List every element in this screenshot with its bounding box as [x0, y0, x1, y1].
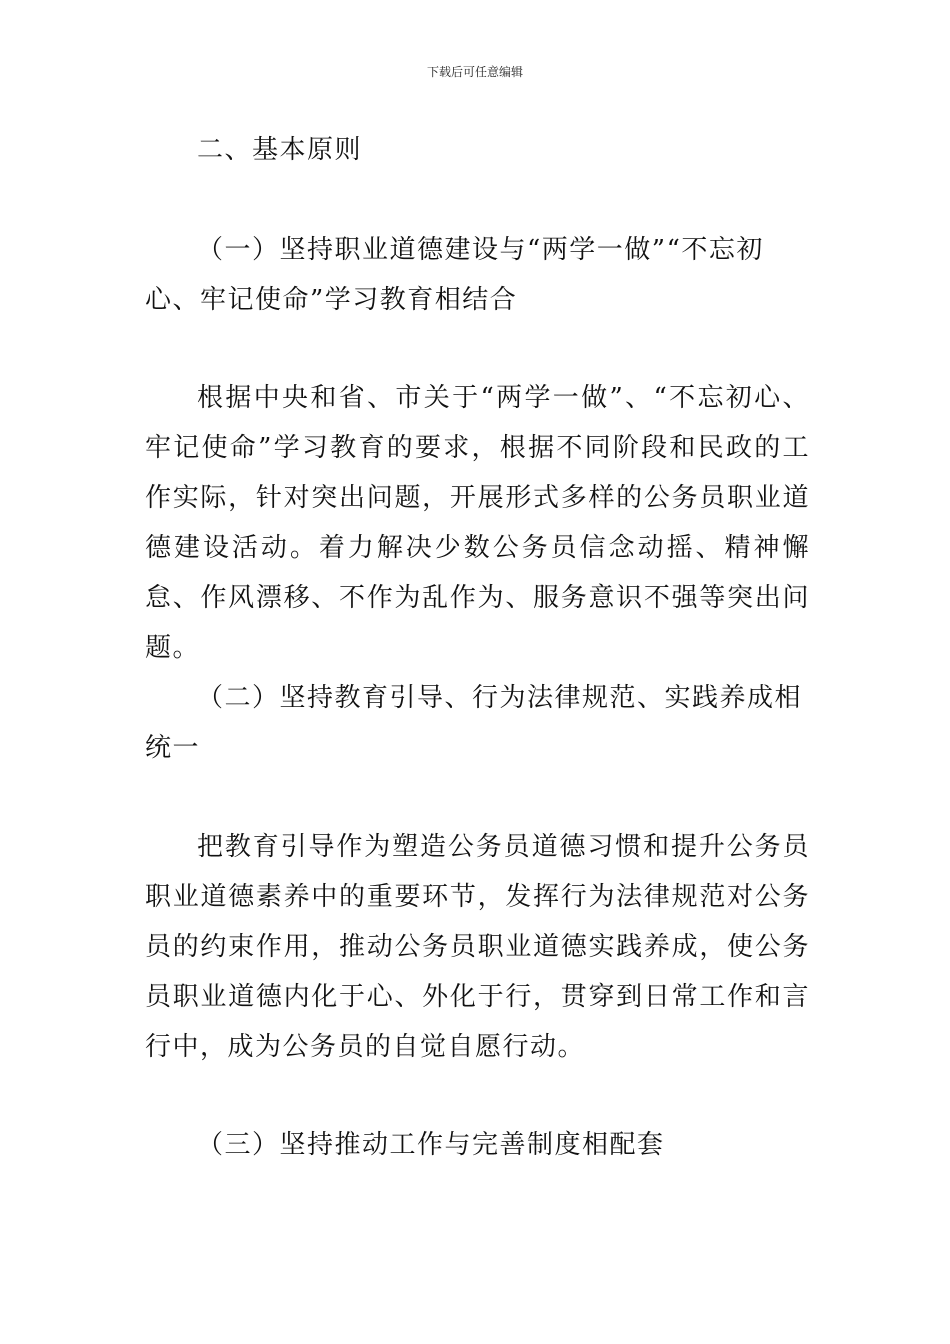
- subsection-heading-1: （一）坚持职业道德建设与“两学一做”“不忘初心、牢记使命”学习教育相结合: [145, 235, 764, 315]
- header-note: 下载后可任意编辑: [426, 65, 523, 79]
- section-heading-basic-principles: 二、基本原则: [197, 135, 363, 165]
- paragraph-1: 根据中央和省、市关于“两学一做”、“不忘初心、牢记使命”学习教育的要求，根据不同阶段和民政的工作实际，针对突出问题，开展形式多样的公务员职业道德建设活动。着力解决少数公务员信念动摇、精神懈怠、作风漂移、不作为乱作为、服务意识不强等突出问题。: [145, 383, 810, 663]
- subsection-heading-3: （三）坚持推动工作与完善制度相配套: [197, 1130, 665, 1160]
- paragraph-2: 把教育引导作为塑造公务员道德习惯和提升公务员职业道德素养中的重要环节，发挥行为法律规范对公务员的约束作用，推动公务员职业道德实践养成，使公务员职业道德内化于心、外化于行，贯穿到日常工作和言行中，成为公务员的自觉自愿行动。: [145, 832, 810, 1062]
- subsection-heading-2: （二）坚持教育引导、行为法律规范、实践养成相统一: [145, 683, 803, 763]
